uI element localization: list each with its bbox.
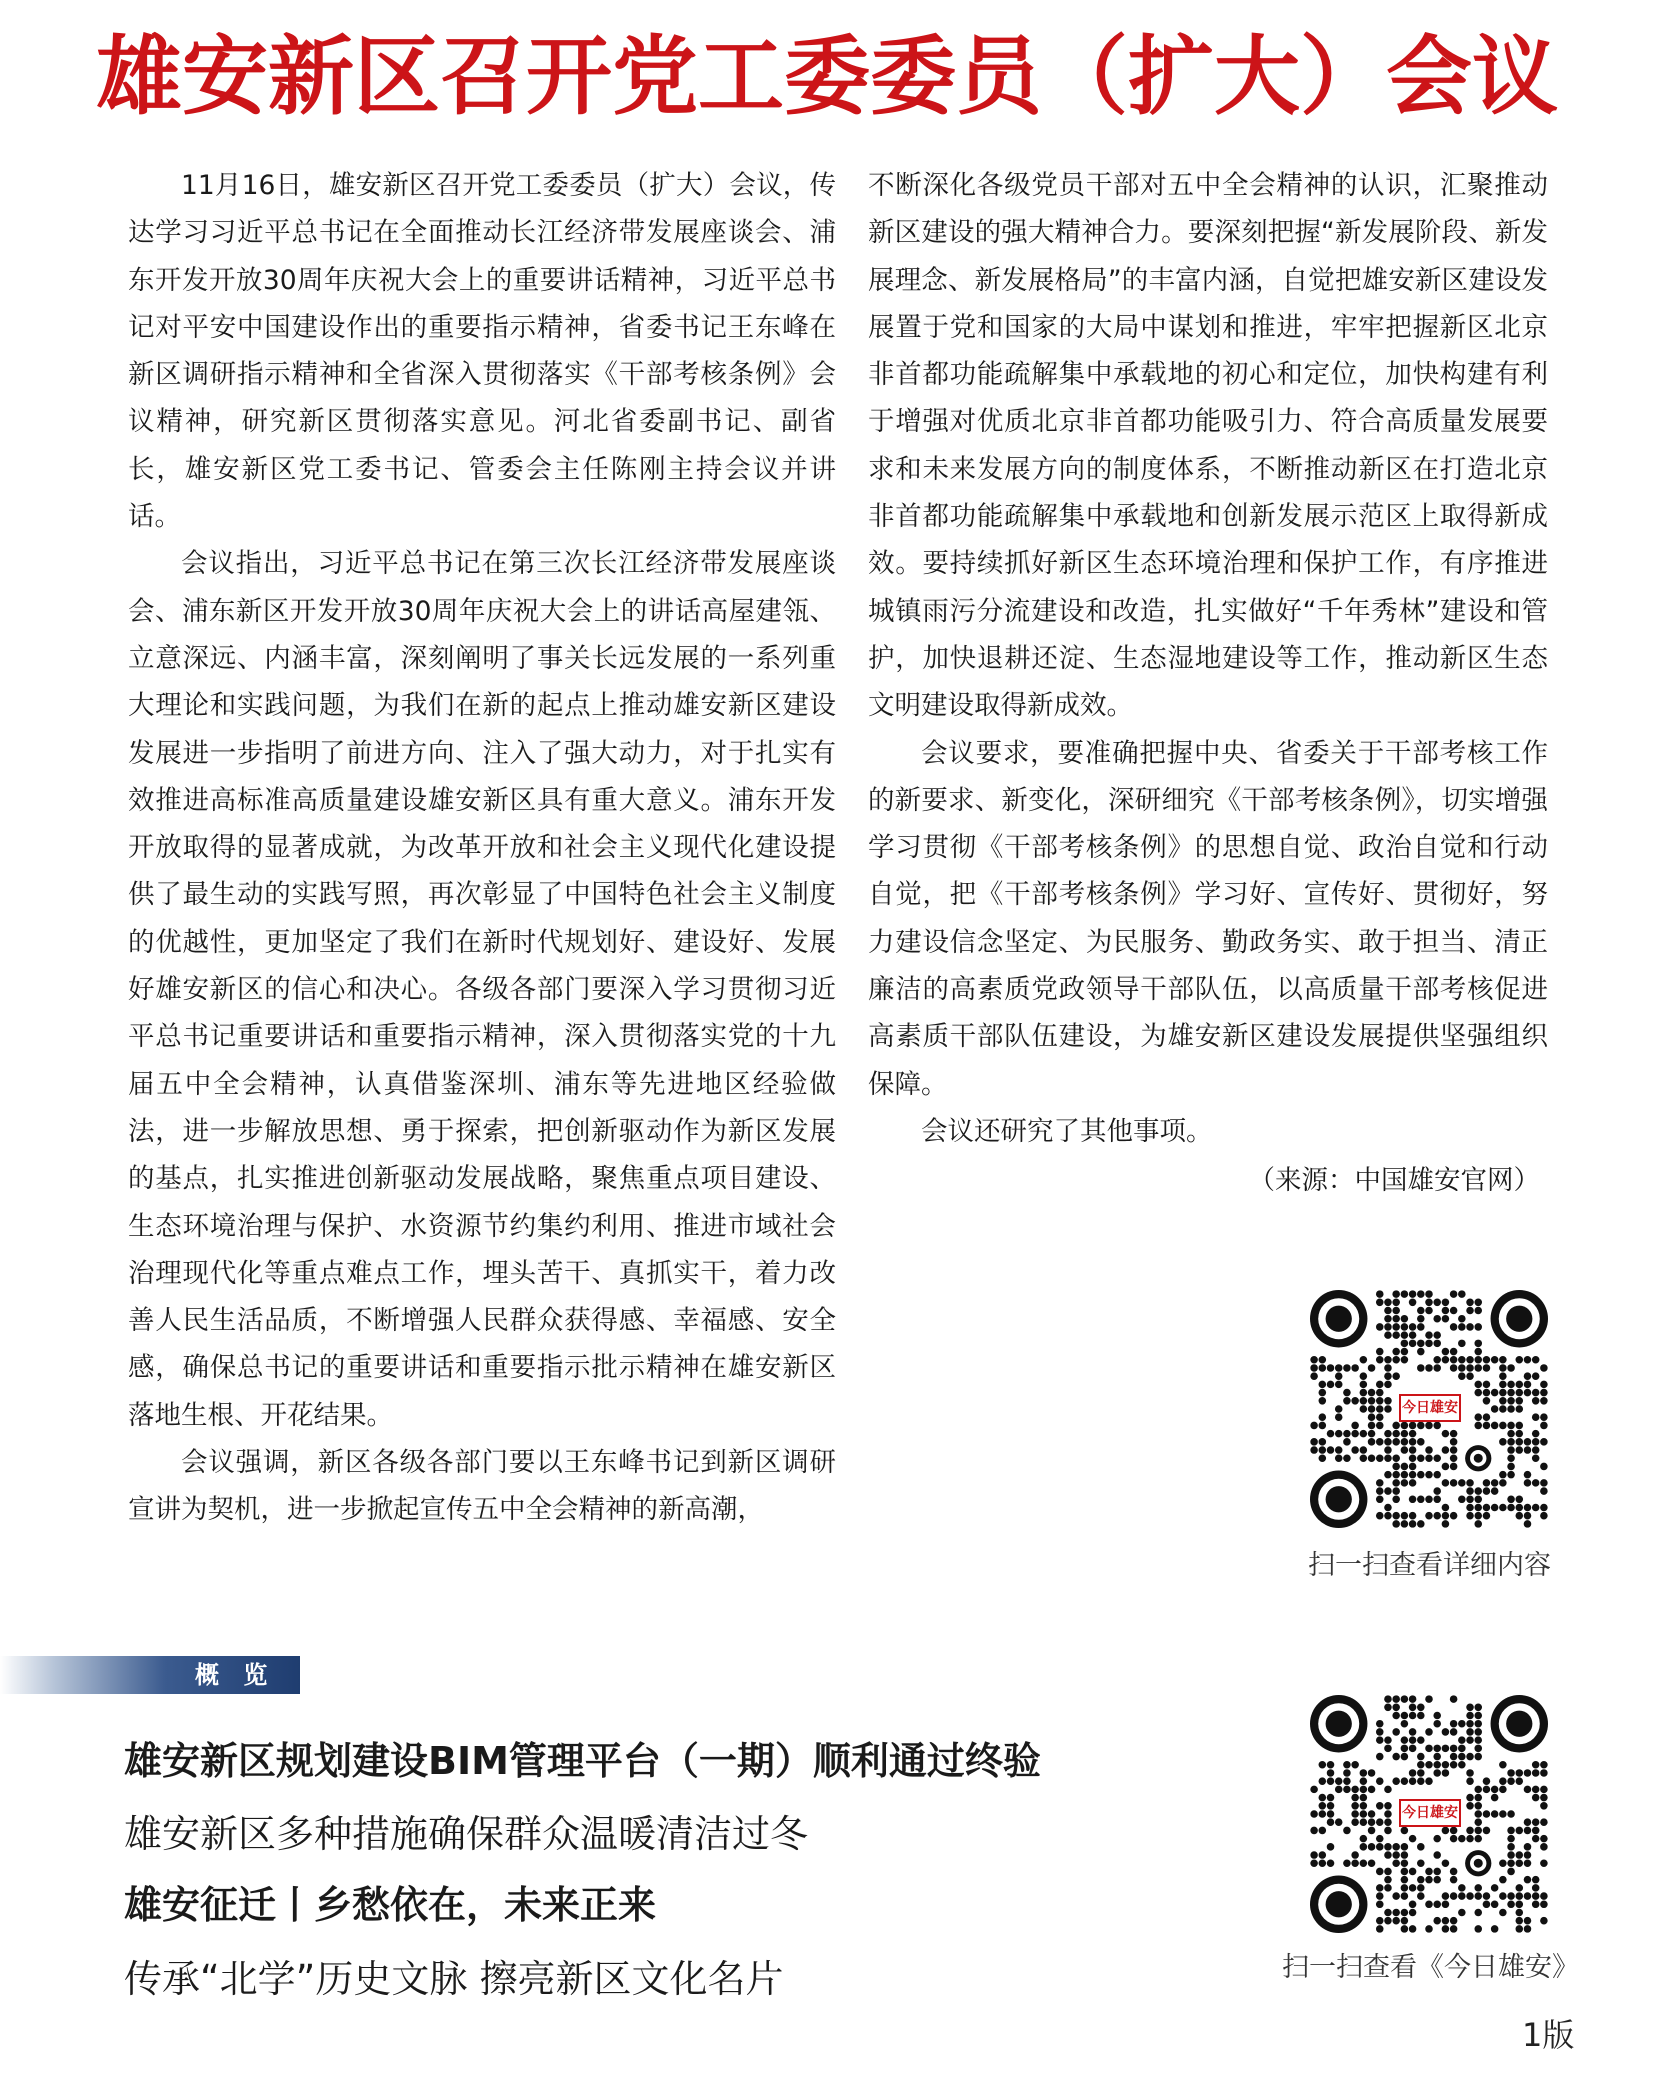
article-source: （来源：中国雄安官网）: [1248, 1165, 1540, 1197]
article-column-right: [868, 162, 1548, 1205]
article-paragraph: 会议要求，要准确把握中央、省委关于干部考核工作的新要求、新变化，深研细究《干部考核条例》，切实增强学习贯彻《干部考核条例》的思想自觉、政治自觉和行动自觉，把《干部考核条例》学习好、宣传好、贯彻好，努力建设信念坚定、为民服务、勤政务实、敢于担当、清正廉洁的高素质党政领导干部队伍，以高质量干部考核促进高素质干部队伍建设，为雄安新区建设发展提供坚强组织保障。: [868, 737, 1548, 1100]
article-paragraph: 不断深化各级党员干部对五中全会精神的认识，汇聚推动新区建设的强大精神合力。要深刻把握“新发展阶段、新发展理念、新发展格局”的丰富内涵，自觉把雄安新区建设发展置于党和国家的大局中谋划和推进，牢牢把握新区北京非首都功能疏解集中承载地的初心和定位，加快构建有利于增强对优质北京非首都功能吸引力、符合高质量发展要求和未来发展方向的制度体系，不断推动新区在打造北京非首都功能疏解集中承载地和创新发展示范区上取得新成效。要持续抓好新区生态环境治理和保护工作，有序推进城镇雨污分流建设和改造，扎实做好“千年秀林”建设和管护，加快退耕还淀、生态湿地建设等工作，推动新区生态文明建设取得新成效。: [868, 170, 1548, 722]
qr-logo: 今日雄安: [1399, 1394, 1461, 1422]
qr-caption-paper: 扫一扫查看《今日雄安》: [1282, 1952, 1579, 1983]
article-column-left: [128, 162, 836, 1534]
headline: 雄安新区召开党工委委员（扩大）会议: [96, 26, 1558, 127]
article-paragraph: 会议还研究了其他事项。: [921, 1115, 1213, 1147]
overview-item[interactable]: 雄安新区规划建设BIM管理平台（一期）顺利通过终验: [124, 1739, 1041, 1783]
overview-item[interactable]: 雄安新区多种措施确保群众温暖清洁过冬: [124, 1812, 809, 1856]
article-paragraph: 11月16日，雄安新区召开党工委委员（扩大）会议，传达学习习近平总书记在全面推动长江经济带发展座谈会、浦东开发开放30周年庆祝大会上的重要讲话精神，习近平总书记对平安中国建设作出的重要指示精神，省委书记王东峰在新区调研指示精神和全省深入贯彻落实《干部考核条例》会议精神，研究新区贯彻落实意见。河北省委副书记、副省长，雄安新区党工委书记、管委会主任陈刚主持会议并讲话。: [128, 170, 836, 533]
qr-code-paper[interactable]: [1310, 1695, 1548, 1933]
page-number: 1版: [1522, 2016, 1575, 2054]
overview-item[interactable]: 传承“北学”历史文脉 擦亮新区文化名片: [124, 1957, 784, 2001]
article-paragraph: 会议强调，新区各级各部门要以王东峰书记到新区调研宣讲为契机，进一步掀起宣传五中全会精神的新高潮，: [128, 1447, 836, 1526]
qr-code-detail[interactable]: [1310, 1290, 1548, 1528]
qr-caption-detail: 扫一扫查看详细内容: [1308, 1550, 1551, 1581]
qr-logo: 今日雄安: [1399, 1799, 1461, 1827]
article-paragraph: 会议指出，习近平总书记在第三次长江经济带发展座谈会、浦东新区开发开放30周年庆祝大会上的讲话高屋建瓴、立意深远、内涵丰富，深刻阐明了事关长远发展的一系列重大理论和实践问题，为我们在新的起点上推动雄安新区建设发展进一步指明了前进方向、注入了强大动力，对于扎实有效推进高标准高质量建设雄安新区具有重大意义。浦东开发开放取得的显著成就，为改革开放和社会主义现代化建设提供了最生动的实践写照，再次彰显了中国特色社会主义制度的优越性，更加坚定了我们在新时代规划好、建设好、发展好雄安新区的信心和决心。各级各部门要深入学习贯彻习近平总书记重要讲话和重要指示精神，深入贯彻落实党的十九届五中全会精神，认真借鉴深圳、浦东等先进地区经验做法，进一步解放思想、勇于探索，把创新驱动作为新区发展的基点，扎实推进创新驱动发展战略，聚焦重点项目建设、生态环境治理与保护、水资源节约集约利用、推进市域社会治理现代化等重点难点工作，埋头苦干、真抓实干，着力改善人民生活品质，不断增强人民群众获得感、幸福感、安全感，确保总书记的重要讲话和重要指示批示精神在雄安新区落地生根、开花结果。: [128, 548, 836, 1431]
section-label: 概 览: [195, 1661, 276, 1689]
section-bar-overview: [0, 1656, 300, 1694]
overview-item[interactable]: 雄安征迁丨乡愁依在，未来正来: [124, 1883, 657, 1927]
